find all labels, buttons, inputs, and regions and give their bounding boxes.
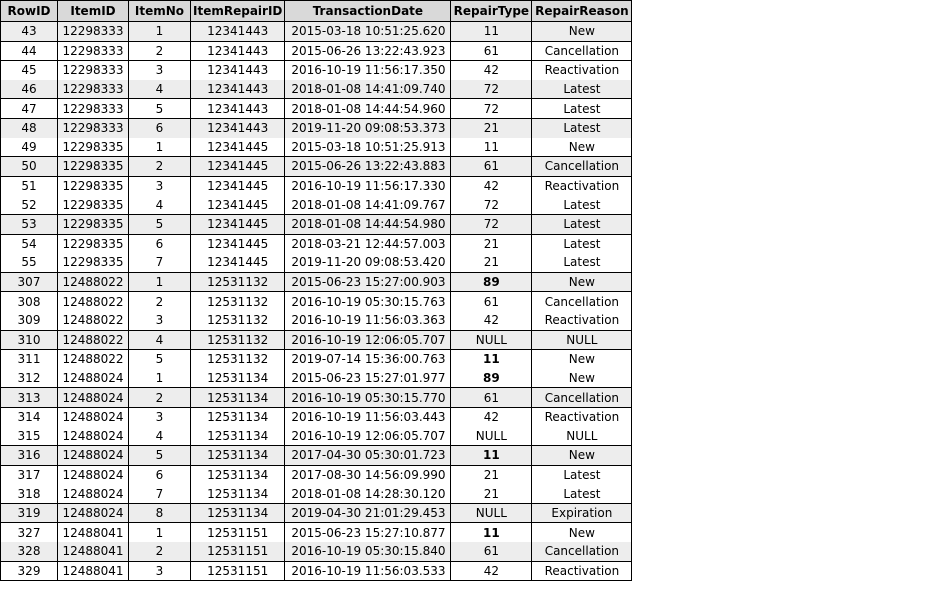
cell-transactiondate: 2018-01-08 14:28:30.120 — [285, 484, 451, 503]
table-row — [1, 426, 632, 445]
cell-transactiondate: 2015-03-18 10:51:25.913 — [285, 138, 451, 157]
cell-transactiondate: 2017-04-30 05:30:01.723 — [285, 446, 451, 466]
table-row — [1, 253, 632, 272]
table-row — [1, 138, 632, 157]
cell-repairtype: 72 — [451, 80, 532, 99]
cell-itemid: 12488024 — [58, 465, 129, 484]
cell-repairtype: 21 — [451, 118, 532, 137]
cell-repairreason: Cancellation — [532, 41, 632, 61]
cell-transactiondate: 2018-03-21 12:44:57.003 — [285, 234, 451, 253]
cell-transactiondate: 2016-10-19 11:56:03.533 — [285, 561, 451, 581]
cell-repairtype: 42 — [451, 561, 532, 581]
cell-itemrepairid: 12531132 — [191, 311, 285, 330]
cell-itemno: 1 — [129, 22, 191, 42]
cell-transactiondate: 2016-10-19 12:06:05.707 — [285, 426, 451, 445]
cell-itemid: 12488022 — [58, 350, 129, 369]
cell-itemid: 12298335 — [58, 176, 129, 195]
table-row — [1, 234, 632, 253]
table-row — [1, 330, 632, 350]
column-header-itemid: ItemID — [58, 1, 129, 22]
cell-itemrepairid: 12341443 — [191, 22, 285, 42]
cell-transactiondate: 2018-01-08 14:41:09.767 — [285, 195, 451, 214]
cell-rowid: 318 — [1, 484, 58, 503]
cell-itemno: 2 — [129, 292, 191, 311]
cell-repairreason: Reactivation — [532, 561, 632, 581]
cell-rowid: 51 — [1, 176, 58, 195]
table-row — [1, 272, 632, 292]
cell-transactiondate: 2016-10-19 12:06:05.707 — [285, 330, 451, 350]
cell-repairreason: NULL — [532, 330, 632, 350]
cell-itemno: 3 — [129, 407, 191, 426]
cell-transactiondate: 2019-11-20 09:08:53.420 — [285, 253, 451, 272]
cell-transactiondate: 2015-06-23 15:27:00.903 — [285, 272, 451, 292]
cell-itemrepairid: 12341445 — [191, 195, 285, 214]
cell-rowid: 312 — [1, 369, 58, 388]
cell-itemno: 1 — [129, 369, 191, 388]
cell-itemid: 12488022 — [58, 330, 129, 350]
column-header-itemno: ItemNo — [129, 1, 191, 22]
cell-transactiondate: 2015-06-26 13:22:43.883 — [285, 157, 451, 177]
cell-rowid: 308 — [1, 292, 58, 311]
cell-rowid: 315 — [1, 426, 58, 445]
cell-itemno: 6 — [129, 465, 191, 484]
cell-rowid: 316 — [1, 446, 58, 466]
cell-repairreason: Latest — [532, 234, 632, 253]
cell-itemid: 12488024 — [58, 388, 129, 408]
cell-rowid: 328 — [1, 542, 58, 561]
cell-rowid: 45 — [1, 61, 58, 80]
cell-itemrepairid: 12341443 — [191, 41, 285, 61]
cell-transactiondate: 2016-10-19 05:30:15.763 — [285, 292, 451, 311]
cell-repairtype: 61 — [451, 157, 532, 177]
cell-itemid: 12488024 — [58, 426, 129, 445]
cell-repairreason: Reactivation — [532, 61, 632, 80]
cell-itemrepairid: 12531132 — [191, 350, 285, 369]
cell-repairreason: NULL — [532, 426, 632, 445]
cell-itemrepairid: 12531151 — [191, 523, 285, 542]
cell-transactiondate: 2016-10-19 11:56:17.350 — [285, 61, 451, 80]
cell-itemid: 12298335 — [58, 214, 129, 234]
cell-rowid: 53 — [1, 214, 58, 234]
table-row — [1, 80, 632, 99]
cell-itemrepairid: 12531134 — [191, 388, 285, 408]
cell-transactiondate: 2019-07-14 15:36:00.763 — [285, 350, 451, 369]
cell-rowid: 47 — [1, 99, 58, 119]
table-row — [1, 350, 632, 369]
cell-repairtype: 61 — [451, 292, 532, 311]
cell-itemno: 3 — [129, 311, 191, 330]
table-row — [1, 465, 632, 484]
cell-repairtype: NULL — [451, 426, 532, 445]
cell-itemno: 4 — [129, 330, 191, 350]
cell-repairreason: New — [532, 272, 632, 292]
cell-itemid: 12488024 — [58, 503, 129, 523]
cell-repairreason: New — [532, 350, 632, 369]
cell-rowid: 52 — [1, 195, 58, 214]
cell-rowid: 317 — [1, 465, 58, 484]
cell-itemid: 12298335 — [58, 234, 129, 253]
cell-itemrepairid: 12531134 — [191, 369, 285, 388]
cell-repairtype: 11 — [451, 523, 532, 542]
table-row — [1, 311, 632, 330]
cell-repairreason: Reactivation — [532, 407, 632, 426]
cell-itemid: 12488041 — [58, 523, 129, 542]
cell-itemrepairid: 12531134 — [191, 465, 285, 484]
cell-itemrepairid: 12531132 — [191, 330, 285, 350]
cell-itemid: 12298335 — [58, 138, 129, 157]
cell-itemrepairid: 12531134 — [191, 407, 285, 426]
cell-rowid: 309 — [1, 311, 58, 330]
table-row — [1, 369, 632, 388]
cell-transactiondate: 2019-04-30 21:01:29.453 — [285, 503, 451, 523]
cell-rowid: 44 — [1, 41, 58, 61]
cell-itemno: 6 — [129, 118, 191, 137]
table-row — [1, 484, 632, 503]
cell-repairreason: New — [532, 369, 632, 388]
cell-itemno: 5 — [129, 214, 191, 234]
cell-rowid: 313 — [1, 388, 58, 408]
column-header-rowid: RowID — [1, 1, 58, 22]
cell-repairreason: Latest — [532, 484, 632, 503]
cell-repairtype: 61 — [451, 41, 532, 61]
cell-itemid: 12298333 — [58, 41, 129, 61]
cell-repairtype: 11 — [451, 22, 532, 42]
cell-itemid: 12298333 — [58, 22, 129, 42]
cell-repairtype: 42 — [451, 176, 532, 195]
cell-repairreason: Cancellation — [532, 388, 632, 408]
cell-itemid: 12488024 — [58, 446, 129, 466]
cell-itemno: 4 — [129, 80, 191, 99]
cell-itemno: 4 — [129, 195, 191, 214]
cell-repairtype: 21 — [451, 484, 532, 503]
cell-transactiondate: 2016-10-19 05:30:15.770 — [285, 388, 451, 408]
cell-rowid: 50 — [1, 157, 58, 177]
cell-repairreason: New — [532, 22, 632, 42]
header-row — [1, 1, 632, 22]
table-row — [1, 99, 632, 119]
cell-itemrepairid: 12341445 — [191, 214, 285, 234]
cell-repairtype: 72 — [451, 195, 532, 214]
cell-itemno: 5 — [129, 350, 191, 369]
cell-itemrepairid: 12531134 — [191, 484, 285, 503]
cell-itemid: 12488024 — [58, 484, 129, 503]
cell-repairreason: New — [532, 138, 632, 157]
cell-repairreason: New — [532, 446, 632, 466]
cell-rowid: 311 — [1, 350, 58, 369]
cell-itemid: 12298335 — [58, 157, 129, 177]
cell-repairtype: 61 — [451, 542, 532, 561]
cell-transactiondate: 2018-01-08 14:44:54.960 — [285, 99, 451, 119]
cell-itemrepairid: 12531134 — [191, 503, 285, 523]
table-row — [1, 503, 632, 523]
cell-repairtype: 61 — [451, 388, 532, 408]
cell-itemid: 12488022 — [58, 311, 129, 330]
table-row — [1, 22, 632, 42]
cell-repairreason: New — [532, 523, 632, 542]
cell-rowid: 307 — [1, 272, 58, 292]
cell-itemid: 12298333 — [58, 99, 129, 119]
cell-rowid: 314 — [1, 407, 58, 426]
cell-repairtype: 11 — [451, 350, 532, 369]
table-row — [1, 214, 632, 234]
cell-itemrepairid: 12531134 — [191, 426, 285, 445]
cell-rowid: 310 — [1, 330, 58, 350]
cell-repairreason: Latest — [532, 253, 632, 272]
cell-transactiondate: 2016-10-19 05:30:15.840 — [285, 542, 451, 561]
cell-repairtype: 21 — [451, 234, 532, 253]
cell-itemrepairid: 12341445 — [191, 138, 285, 157]
cell-repairreason: Expiration — [532, 503, 632, 523]
cell-itemid: 12298333 — [58, 118, 129, 137]
cell-itemid: 12298335 — [58, 195, 129, 214]
cell-itemno: 3 — [129, 561, 191, 581]
cell-repairtype: 89 — [451, 272, 532, 292]
table-row — [1, 523, 632, 542]
cell-itemno: 3 — [129, 61, 191, 80]
column-header-repairreason: RepairReason — [532, 1, 632, 22]
cell-rowid: 54 — [1, 234, 58, 253]
cell-itemno: 4 — [129, 426, 191, 445]
cell-itemno: 8 — [129, 503, 191, 523]
table-row — [1, 561, 632, 581]
cell-transactiondate: 2017-08-30 14:56:09.990 — [285, 465, 451, 484]
cell-transactiondate: 2018-01-08 14:44:54.980 — [285, 214, 451, 234]
cell-rowid: 46 — [1, 80, 58, 99]
column-header-itemrepairid: ItemRepairID — [191, 1, 285, 22]
cell-repairreason: Latest — [532, 99, 632, 119]
cell-itemrepairid: 12341443 — [191, 118, 285, 137]
cell-rowid: 55 — [1, 253, 58, 272]
cell-repairtype: 11 — [451, 446, 532, 466]
table-row — [1, 118, 632, 137]
table-row — [1, 176, 632, 195]
table-header — [1, 1, 632, 22]
cell-itemid: 12298333 — [58, 80, 129, 99]
cell-repairreason: Latest — [532, 80, 632, 99]
cell-itemrepairid: 12531151 — [191, 561, 285, 581]
cell-repairtype: 21 — [451, 253, 532, 272]
cell-repairtype: 42 — [451, 407, 532, 426]
cell-repairtype: 42 — [451, 311, 532, 330]
cell-repairreason: Latest — [532, 214, 632, 234]
cell-itemno: 7 — [129, 253, 191, 272]
cell-itemno: 5 — [129, 99, 191, 119]
cell-rowid: 48 — [1, 118, 58, 137]
cell-itemid: 12488024 — [58, 407, 129, 426]
cell-itemrepairid: 12341445 — [191, 176, 285, 195]
cell-repairreason: Cancellation — [532, 542, 632, 561]
cell-itemid: 12298333 — [58, 61, 129, 80]
cell-itemno: 5 — [129, 446, 191, 466]
cell-itemrepairid: 12531132 — [191, 292, 285, 311]
cell-itemid: 12488041 — [58, 542, 129, 561]
cell-repairtype: 11 — [451, 138, 532, 157]
cell-itemno: 2 — [129, 542, 191, 561]
table-body — [1, 22, 632, 581]
cell-itemno: 1 — [129, 523, 191, 542]
cell-repairreason: Latest — [532, 195, 632, 214]
cell-repairreason: Latest — [532, 465, 632, 484]
cell-transactiondate: 2015-06-23 15:27:01.977 — [285, 369, 451, 388]
cell-itemno: 7 — [129, 484, 191, 503]
cell-itemno: 1 — [129, 272, 191, 292]
cell-repairtype: 89 — [451, 369, 532, 388]
cell-repairreason: Cancellation — [532, 157, 632, 177]
cell-rowid: 329 — [1, 561, 58, 581]
column-header-repairtype: RepairType — [451, 1, 532, 22]
cell-itemrepairid: 12341445 — [191, 253, 285, 272]
table-row — [1, 407, 632, 426]
cell-repairreason: Reactivation — [532, 176, 632, 195]
cell-itemid: 12488024 — [58, 369, 129, 388]
cell-repairreason: Latest — [532, 118, 632, 137]
cell-itemrepairid: 12531132 — [191, 272, 285, 292]
cell-repairreason: Reactivation — [532, 311, 632, 330]
cell-repairtype: 21 — [451, 465, 532, 484]
cell-repairtype: 72 — [451, 99, 532, 119]
table-row — [1, 41, 632, 61]
cell-itemno: 2 — [129, 157, 191, 177]
cell-rowid: 49 — [1, 138, 58, 157]
cell-itemrepairid: 12341443 — [191, 80, 285, 99]
cell-rowid: 43 — [1, 22, 58, 42]
cell-transactiondate: 2015-03-18 10:51:25.620 — [285, 22, 451, 42]
cell-itemrepairid: 12531134 — [191, 446, 285, 466]
cell-repairtype: 72 — [451, 214, 532, 234]
table-row — [1, 446, 632, 466]
cell-repairtype: 42 — [451, 61, 532, 80]
cell-transactiondate: 2015-06-23 15:27:10.877 — [285, 523, 451, 542]
cell-itemno: 3 — [129, 176, 191, 195]
cell-rowid: 327 — [1, 523, 58, 542]
cell-rowid: 319 — [1, 503, 58, 523]
cell-transactiondate: 2016-10-19 11:56:17.330 — [285, 176, 451, 195]
cell-itemno: 2 — [129, 41, 191, 61]
cell-transactiondate: 2019-11-20 09:08:53.373 — [285, 118, 451, 137]
cell-itemrepairid: 12341443 — [191, 61, 285, 80]
cell-transactiondate: 2018-01-08 14:41:09.740 — [285, 80, 451, 99]
table-row — [1, 388, 632, 408]
cell-repairtype: NULL — [451, 503, 532, 523]
cell-itemno: 2 — [129, 388, 191, 408]
table-row — [1, 195, 632, 214]
cell-itemid: 12488022 — [58, 292, 129, 311]
cell-transactiondate: 2016-10-19 11:56:03.443 — [285, 407, 451, 426]
cell-itemid: 12488022 — [58, 272, 129, 292]
table-row — [1, 157, 632, 177]
column-header-transactiondate: TransactionDate — [285, 1, 451, 22]
cell-itemrepairid: 12531151 — [191, 542, 285, 561]
cell-repairreason: Cancellation — [532, 292, 632, 311]
cell-itemno: 1 — [129, 138, 191, 157]
cell-itemid: 12488041 — [58, 561, 129, 581]
cell-itemrepairid: 12341443 — [191, 99, 285, 119]
cell-itemrepairid: 12341445 — [191, 234, 285, 253]
cell-itemrepairid: 12341445 — [191, 157, 285, 177]
cell-itemid: 12298335 — [58, 253, 129, 272]
cell-transactiondate: 2016-10-19 11:56:03.363 — [285, 311, 451, 330]
table-row — [1, 292, 632, 311]
cell-transactiondate: 2015-06-26 13:22:43.923 — [285, 41, 451, 61]
table-row — [1, 542, 632, 561]
cell-repairtype: NULL — [451, 330, 532, 350]
cell-itemno: 6 — [129, 234, 191, 253]
table-row — [1, 61, 632, 80]
